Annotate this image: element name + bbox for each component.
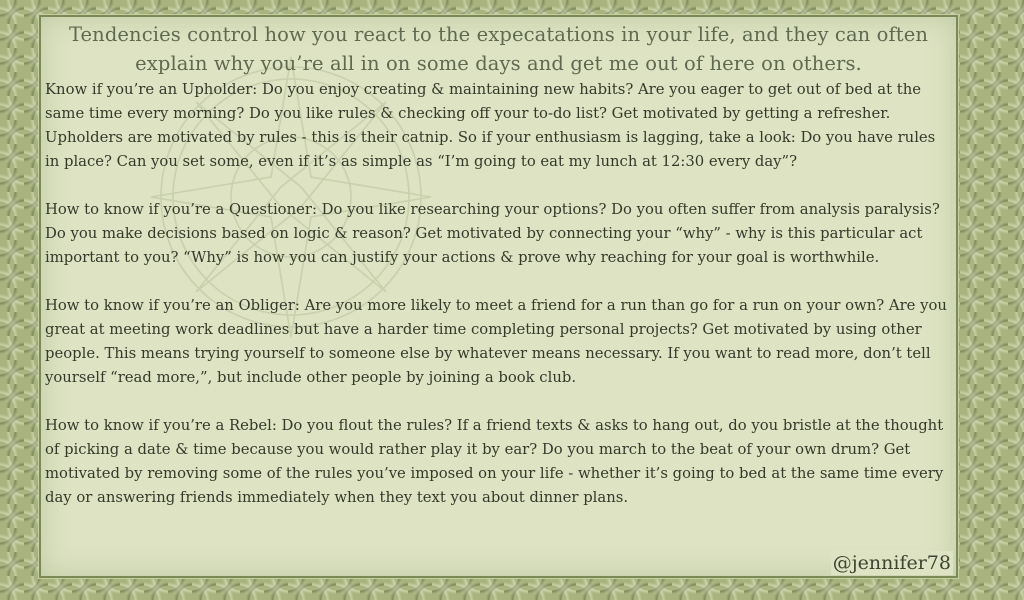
tendencies-body <box>45 78 949 534</box>
author-handle: @jennifer78 <box>832 552 951 574</box>
page-title: Tendencies control how you react to the expecatations in your life, and they can often explain why you’re all in on some days and get me out of here on others. <box>68 23 929 75</box>
quote-panel <box>39 15 958 578</box>
paragraph-rebel: How to know if you’re a Rebel: Do you flout the rules? If a friend texts & asks to hang out, do you bristle at the thought of picking a date & time because you would rather play it by ear? Do you march to the beat of your own drum? Get motivated by removing some of the rules you’ve imposed on your life - whether it’s going to bed at the same time every day or answering friends immediately when they text you about dinner plans. <box>45 417 944 506</box>
paragraph-upholder: Know if you’re an Upholder: Do you enjoy creating & maintaining new habits? Are you eager to get out of bed at the same time every morning? Do you like rules & checking off your to-do list? Get motivated by getting a refresher. Upholders are motivated by rules - this is their catnip. So if your enthusiasm is lagging, take a look: Do you have rules in place? Can you set some, even if it’s as simple as “I’m going to eat my lunch at 12:30 every day”? <box>45 81 936 170</box>
paragraph-obliger: How to know if you’re an Obliger: Are you more likely to meet a friend for a run than go for a run on your own? Are you great at meeting work deadlines but have a harder time completing personal projects? Get motivated by using other people. This means trying yourself to someone else by whatever means necessary. If you want to read more, don’t tell yourself “read more,”, but include other people by joining a book club. <box>45 297 947 386</box>
paragraph-questioner: How to know if you’re a Questioner: Do you like researching your options? Do you often suffer from analysis paralysis? Do you make decisions based on logic & reason? Get motivated by connecting your “why” - why is this particular act important to you? “Why” is how you can justify your actions & prove why reaching for your goal is worthwhile. <box>45 201 940 266</box>
